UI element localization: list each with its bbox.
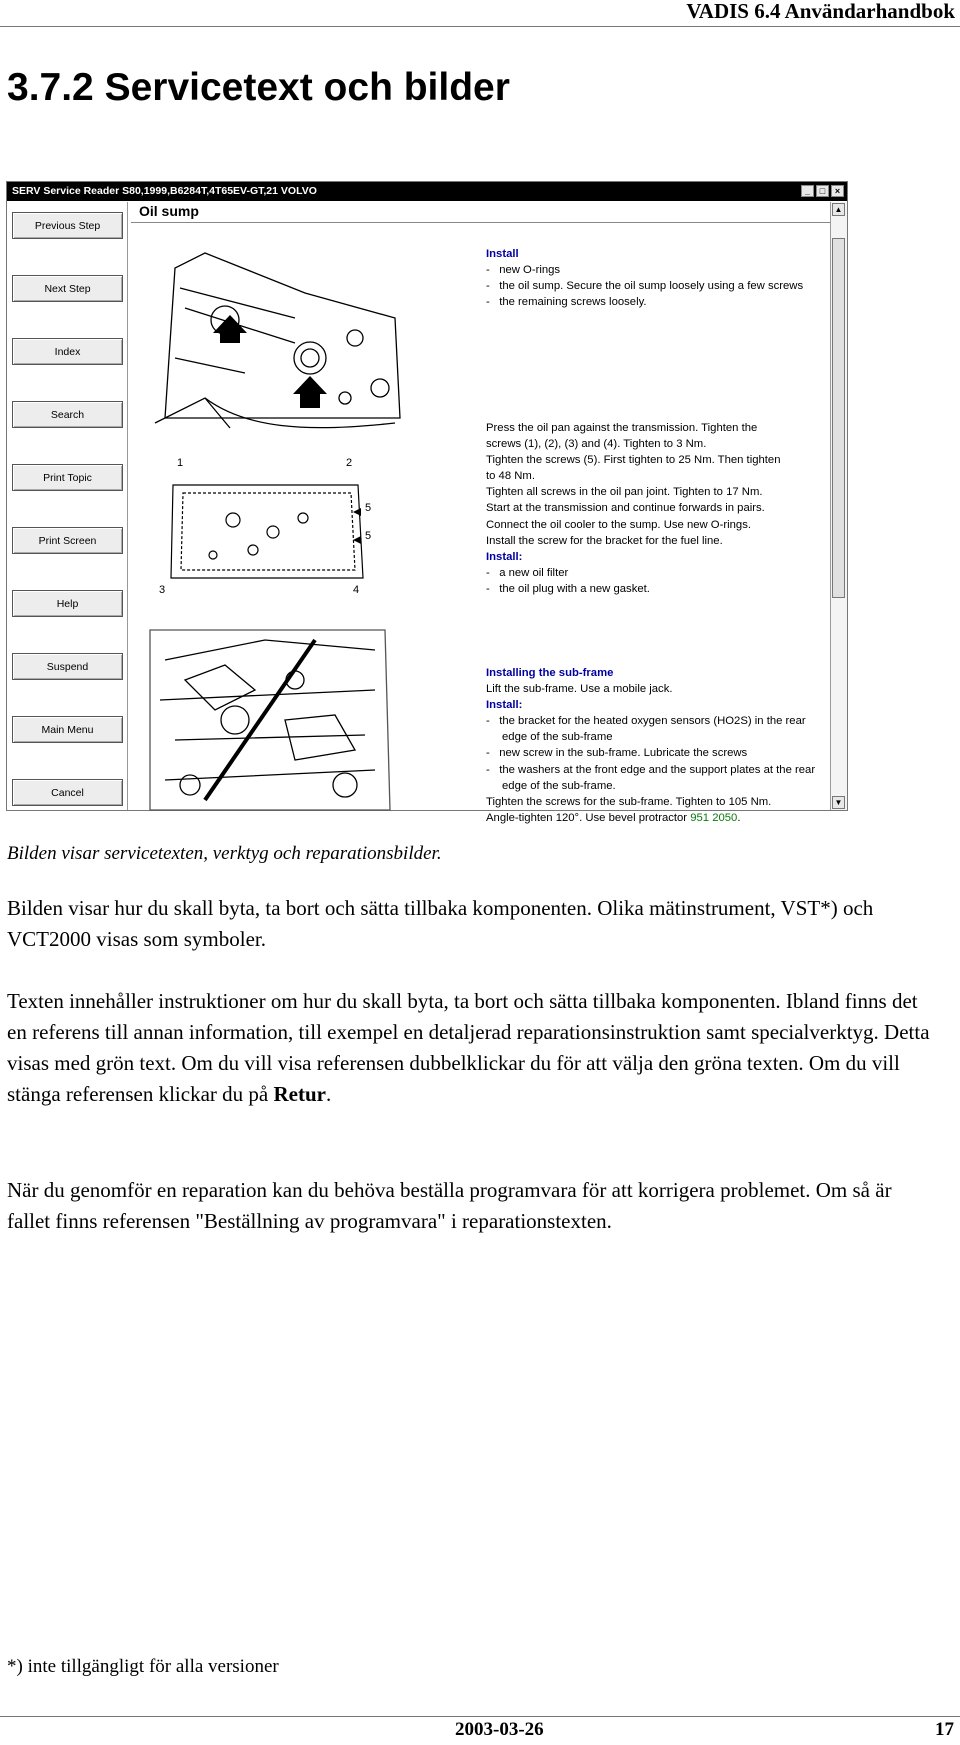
cancel-button[interactable]: Cancel <box>12 779 123 806</box>
scroll-thumb[interactable] <box>832 238 845 598</box>
paragraph-3: När du genomför en reparation kan du behöva beställa programvara för att korrigera problemet. Om så är fallet finns referensen "Beställning av programvara" i reparationstexten. <box>7 1178 892 1233</box>
procedure-line: screws (1), (2), (3) and (4). Tighten to 3 Nm. <box>486 438 707 451</box>
install-block-1: Install - new O-rings - the oil sump. Secure the oil sump loosely using a few screws - the remaining screws loosely. <box>486 246 826 310</box>
label-4: 4 <box>353 584 360 596</box>
paragraph-2 <box>7 986 937 1110</box>
procedure-line: Press the oil pan against the transmission. Tighten the <box>486 422 758 434</box>
footer-date: 2003-03-26 <box>455 1719 544 1740</box>
install-2-heading: Install: <box>486 550 523 563</box>
print-screen-button[interactable]: Print Screen <box>12 527 123 554</box>
index-button[interactable]: Index <box>12 338 123 365</box>
help-button[interactable]: Help <box>12 590 123 617</box>
label-5a: 5 <box>365 502 372 514</box>
subframe-tighten: Tighten the screws for the sub-frame. Tighten to 105 Nm. <box>486 795 772 808</box>
paragraph-2-text: Texten innehåller instruktioner om hur du skall byta, ta bort och sätta tillbaka komponenten. Ibland finns det en referens till annan information, till exempel en detaljerad reparationsinstruktion samt specialverktyg. Detta visas med grön text. Om du vill visa referensen dubbelklickar du för att välja den gröna texten. Om du vill stänga referensen klickar du på <box>7 989 930 1106</box>
next-step-button[interactable]: Next Step <box>12 275 123 302</box>
close-icon[interactable]: × <box>831 185 844 197</box>
sub-frame-illustration <box>145 620 395 815</box>
protractor-link[interactable]: 951 2050 <box>690 811 738 824</box>
procedure-line: Install the screw for the bracket for the fuel line. <box>486 534 723 547</box>
page-number: 17 <box>935 1719 954 1740</box>
scroll-up-icon[interactable]: ▲ <box>832 203 845 216</box>
procedure-line: Tighten all screws in the oil pan joint. Tighten to 17 Nm. <box>486 486 763 499</box>
procedure-line: Start at the transmission and continue forwards in pairs. <box>486 502 765 515</box>
subframe-angle-end: . <box>737 811 741 824</box>
subframe-item: the washers at the front edge and the support plates at the rear edge of the sub-frame. <box>499 763 816 792</box>
window-titlebar <box>7 182 847 201</box>
procedure-line: Connect the oil cooler to the sump. Use new O-rings. <box>486 518 751 531</box>
topic-rule <box>131 222 830 223</box>
label-2: 2 <box>346 457 353 469</box>
procedure-line: Tighten the screws (5). First tighten to 25 Nm. Then tighten <box>486 454 781 467</box>
scroll-down-icon[interactable]: ▼ <box>832 796 845 809</box>
subframe-heading: Installing the sub-frame <box>486 667 614 679</box>
figure-caption: Bilden visar servicetexten, verktyg och reparationsbilder. <box>7 843 442 864</box>
install-heading: Install <box>486 248 519 260</box>
print-topic-button[interactable]: Print Topic <box>12 464 123 491</box>
subframe-line: Lift the sub-frame. Use a mobile jack. <box>486 683 673 696</box>
main-menu-button[interactable]: Main Menu <box>12 716 123 743</box>
suspend-button[interactable]: Suspend <box>12 653 123 680</box>
retur-keyword: Retur <box>273 1082 326 1106</box>
subframe-install-heading: Install: <box>486 699 523 712</box>
install-2-item: the oil plug with a new gasket. <box>499 582 650 595</box>
service-reader-window <box>6 181 848 824</box>
install-item-1: new O-rings <box>499 264 561 277</box>
minimize-icon[interactable]: _ <box>801 185 814 197</box>
procedure-line: to 48 Nm. <box>486 470 535 483</box>
procedure-block: Press the oil pan against the transmission. Tighten the screws (1), (2), (3) and (4). Tighten to 3 Nm. Tighten the screws (5). First tighten to 25 Nm. Then tighten to 48 Nm. Tighten all screws in the oil pan joint. Tighten to 17 Nm. Start at the transmission and continue forwards in pairs. Connect the oil cooler to the sump. Use new O-rings. Install the screw for the bracket for the fuel line. Install: - a new oil filter - the oil plug with a new gasket. <box>486 420 826 597</box>
header-rule <box>0 26 960 27</box>
sidebar <box>7 202 128 810</box>
install-2-item: a new oil filter <box>499 566 569 579</box>
topic-content <box>131 202 830 824</box>
subframe-item: new screw in the sub-frame. Lubricate the screws <box>499 747 748 760</box>
label-3: 3 <box>159 584 166 596</box>
oil-pan-diagram <box>153 460 383 600</box>
header-title: VADIS 6.4 Användarhandbok <box>686 0 955 23</box>
maximize-icon[interactable]: □ <box>816 185 829 197</box>
subframe-angle: Angle-tighten 120°. Use bevel protractor <box>486 811 691 824</box>
footnote: *) inte tillgängligt för alla versioner <box>7 1656 279 1677</box>
previous-step-button[interactable]: Previous Step <box>12 212 123 239</box>
subframe-block: Installing the sub-frame Lift the sub-frame. Use a mobile jack. Install: - the bracket for the heated oxygen sensors (HO2S) in the rear edge of the sub-frame - new screw in the sub-frame. Lubricate the screws - the washers at the front edge and the support plates at the rear edge of the sub-frame. Tighten the screws for the sub-frame. Tighten to 105 Nm. Angle-tighten 120°. Use bevel protractor 951 2050. <box>486 665 826 826</box>
oil-sump-illustration <box>145 248 407 438</box>
window-title: SERV Service Reader S80,1999,B6284T,4T65EV-GT,21 VOLVO <box>12 185 317 197</box>
search-button[interactable]: Search <box>12 401 123 428</box>
label-5b: 5 <box>365 530 372 542</box>
section-title: 3.7.2 Servicetext och bilder <box>7 66 510 109</box>
topic-title: Oil sump <box>139 203 199 219</box>
paragraph-2-end: . <box>325 1082 332 1106</box>
subframe-item: the bracket for the heated oxygen sensors (HO2S) in the rear edge of the sub-frame <box>499 715 806 744</box>
install-item-2: the oil sump. Secure the oil sump loosely using a few screws <box>499 280 804 293</box>
install-item-3: the remaining screws loosely. <box>499 296 647 309</box>
paragraph-1: Bilden visar hur du skall byta, ta bort och sätta tillbaka komponenten. Olika mätinstrument, VST*) och VCT2000 visas som symboler. <box>7 896 874 951</box>
label-1: 1 <box>177 457 184 469</box>
vertical-scrollbar[interactable] <box>830 202 847 810</box>
footer-rule <box>0 1716 960 1717</box>
